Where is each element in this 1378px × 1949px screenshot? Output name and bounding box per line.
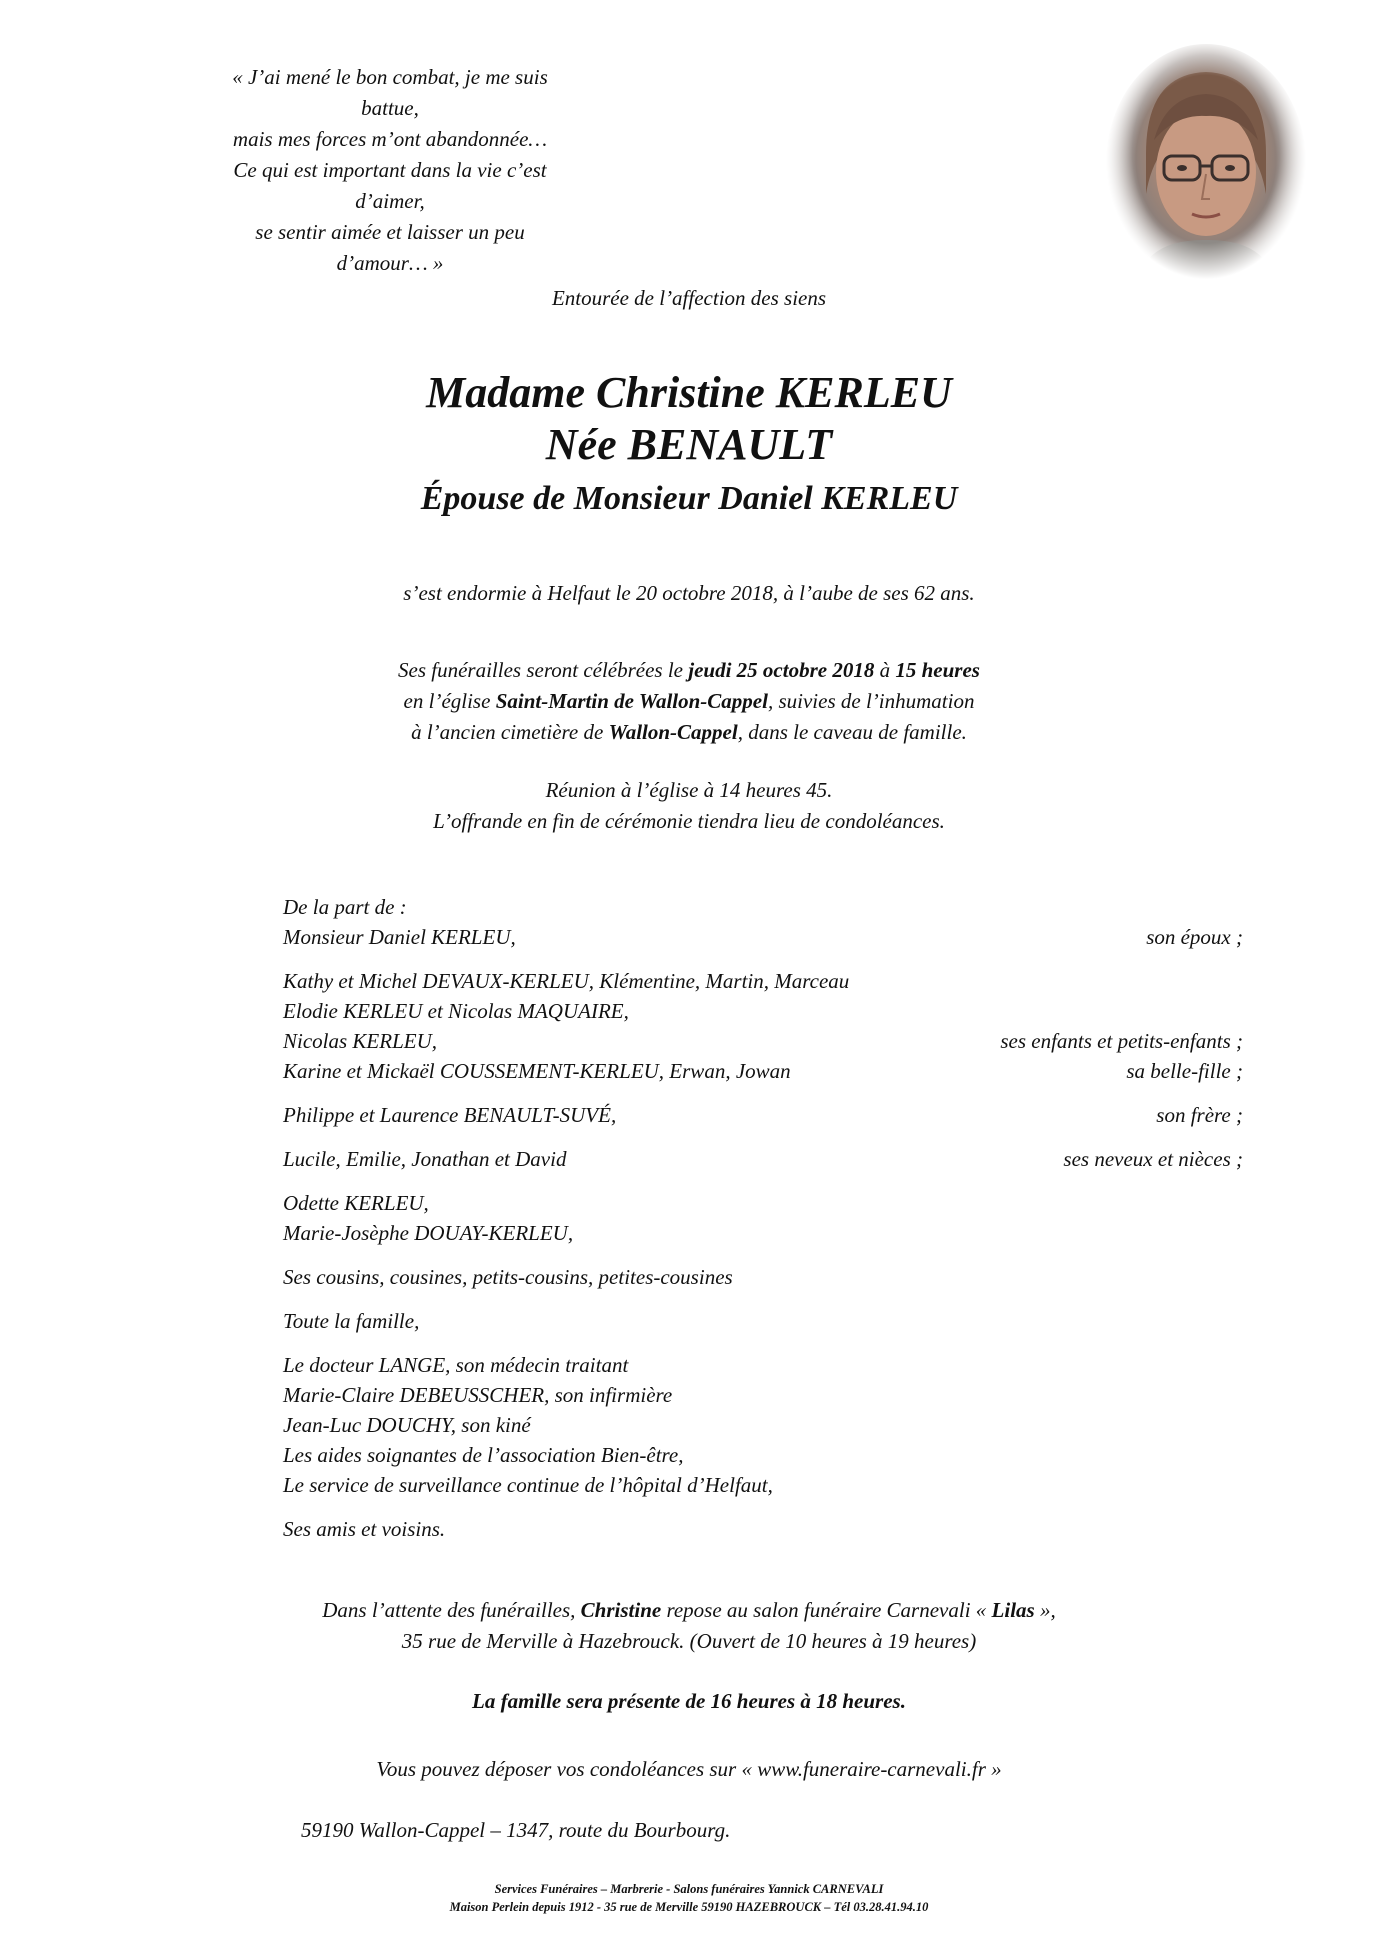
family-name: Ses cousins, cousines, petits-cousins, petites-cousines <box>283 1265 733 1289</box>
family-row <box>283 1218 1243 1248</box>
family-relation: ses neveux et nièces ; <box>1063 1147 1243 1171</box>
footer-line-1: Services Funéraires – Marbrerie - Salons funéraires Yannick CARNEVALI <box>494 1882 884 1896</box>
portrait-illustration <box>1106 44 1306 284</box>
family-list <box>283 892 1243 1544</box>
intro-line: Entourée de l’affection des siens <box>551 286 827 310</box>
family-row <box>283 1514 1243 1544</box>
family-name: Jean-Luc DOUCHY, son kiné <box>283 1413 531 1437</box>
family-row <box>283 1100 1243 1130</box>
family-intro <box>283 892 1243 922</box>
funeral-church: Saint-Martin de Wallon-Cappel <box>495 689 768 713</box>
family-name: Monsieur Daniel KERLEU, <box>283 925 516 949</box>
family-name: Marie-Claire DEBEUSSCHER, son infirmière <box>283 1383 673 1407</box>
funeral-line-3 <box>0 717 1378 748</box>
funeral-text: Ses funérailles seront célébrées le <box>398 658 689 682</box>
family-name: Odette KERLEU, <box>283 1191 429 1215</box>
funeral-time: 15 heures <box>895 658 980 682</box>
family-name: Le service de surveillance continue de l’hôpital d’Helfaut, <box>283 1473 773 1497</box>
offering-line: L’offrande en fin de cérémonie tiendra lieu de condoléances. <box>433 809 945 833</box>
family-presence: La famille sera présente de 16 heures à 18 heures. <box>472 1689 906 1713</box>
family-address: 59190 Wallon-Cappel – 1347, route du Bourbourg. <box>301 1818 731 1842</box>
funeral-line-1 <box>0 655 1378 686</box>
funeral-text: à l’ancien cimetière de <box>411 720 609 744</box>
family-name: Karine et Mickaël COUSSEMENT-KERLEU, Erwan, Jowan <box>283 1059 791 1083</box>
reunion-line: Réunion à l’église à 14 heures 45. <box>545 778 833 802</box>
quote-line: « J’ai mené le bon combat, je me suis battue, <box>232 65 548 120</box>
family-row <box>283 1350 1243 1380</box>
family-row <box>283 1144 1243 1174</box>
visitation-line-2: 35 rue de Merville à Hazebrouck. (Ouvert de 10 heures à 19 heures) <box>401 1629 977 1653</box>
epitaph-quote <box>230 62 550 279</box>
family-row <box>283 1056 1243 1086</box>
quote-line: Ce qui est important dans la vie c’est d’aimer, <box>233 158 547 213</box>
condolences-line: Vous pouvez déposer vos condoléances sur « www.funeraire-carnevali.fr » <box>376 1757 1002 1781</box>
portrait-photo <box>1106 44 1306 284</box>
family-row <box>283 922 1243 952</box>
family-row <box>283 1306 1243 1336</box>
family-relation: son époux ; <box>1146 925 1243 949</box>
family-name: Le docteur LANGE, son médecin traitant <box>283 1353 629 1377</box>
family-name: Ses amis et voisins. <box>283 1517 446 1541</box>
visitation-room: Lilas <box>991 1598 1035 1622</box>
family-name: Toute la famille, <box>283 1309 420 1333</box>
visitation-text: repose au salon funéraire Carnevali « <box>661 1598 992 1622</box>
funeral-text: , dans le caveau de famille. <box>737 720 967 744</box>
family-row <box>283 1410 1243 1440</box>
footer-line-2: Maison Perlein depuis 1912 - 35 rue de Merville 59190 HAZEBROUCK – Tél 03.28.41.94.10 <box>449 1900 929 1914</box>
funeral-line-2 <box>0 686 1378 717</box>
family-row <box>283 1470 1243 1500</box>
family-row <box>283 966 1243 996</box>
family-name: Les aides soignantes de l’association Bien-être, <box>283 1443 684 1467</box>
funeral-town: Wallon-Cappel <box>608 720 738 744</box>
funeral-text: à <box>874 658 896 682</box>
family-relation: sa belle-fille ; <box>1126 1059 1243 1083</box>
family-row <box>283 1262 1243 1292</box>
family-row <box>283 996 1243 1026</box>
funeral-text: , suivies de l’inhumation <box>767 689 975 713</box>
visitation-firstname: Christine <box>580 1598 662 1622</box>
visitation-line-1 <box>0 1595 1378 1626</box>
family-name: Elodie KERLEU et Nicolas MAQUAIRE, <box>283 999 629 1023</box>
deceased-name: Madame Christine KERLEU <box>426 368 952 417</box>
maiden-name: Née BENAULT <box>545 420 833 469</box>
family-name: Nicolas KERLEU, <box>283 1029 438 1053</box>
family-name: Lucile, Emilie, Jonathan et David <box>283 1147 567 1171</box>
funeral-text: en l’église <box>403 689 496 713</box>
quote-line: se sentir aimée et laisser un peu d’amour… » <box>255 220 525 275</box>
visitation-text: », <box>1034 1598 1056 1622</box>
passing-announcement: s’est endormie à Helfaut le 20 octobre 2018, à l’aube de ses 62 ans. <box>403 581 975 605</box>
family-row <box>283 1188 1243 1218</box>
family-name: Marie-Josèphe DOUAY-KERLEU, <box>283 1221 574 1245</box>
family-name: Philippe et Laurence BENAULT-SUVÉ, <box>283 1103 617 1127</box>
quote-line: mais mes forces m’ont abandonnée… <box>232 127 548 151</box>
family-relation: ses enfants et petits-enfants ; <box>1000 1029 1243 1053</box>
family-name: Kathy et Michel DEVAUX-KERLEU, Klémentine, Martin, Marceau <box>283 969 850 993</box>
family-row <box>283 1026 1243 1056</box>
family-row <box>283 1380 1243 1410</box>
family-intro-text: De la part de : <box>283 895 407 919</box>
funeral-date: jeudi 25 octobre 2018 <box>688 658 875 682</box>
spouse-line: Épouse de Monsieur Daniel KERLEU <box>420 480 958 517</box>
family-row <box>283 1440 1243 1470</box>
family-relation: son frère ; <box>1156 1103 1243 1127</box>
visitation-text: Dans l’attente des funérailles, <box>322 1598 581 1622</box>
